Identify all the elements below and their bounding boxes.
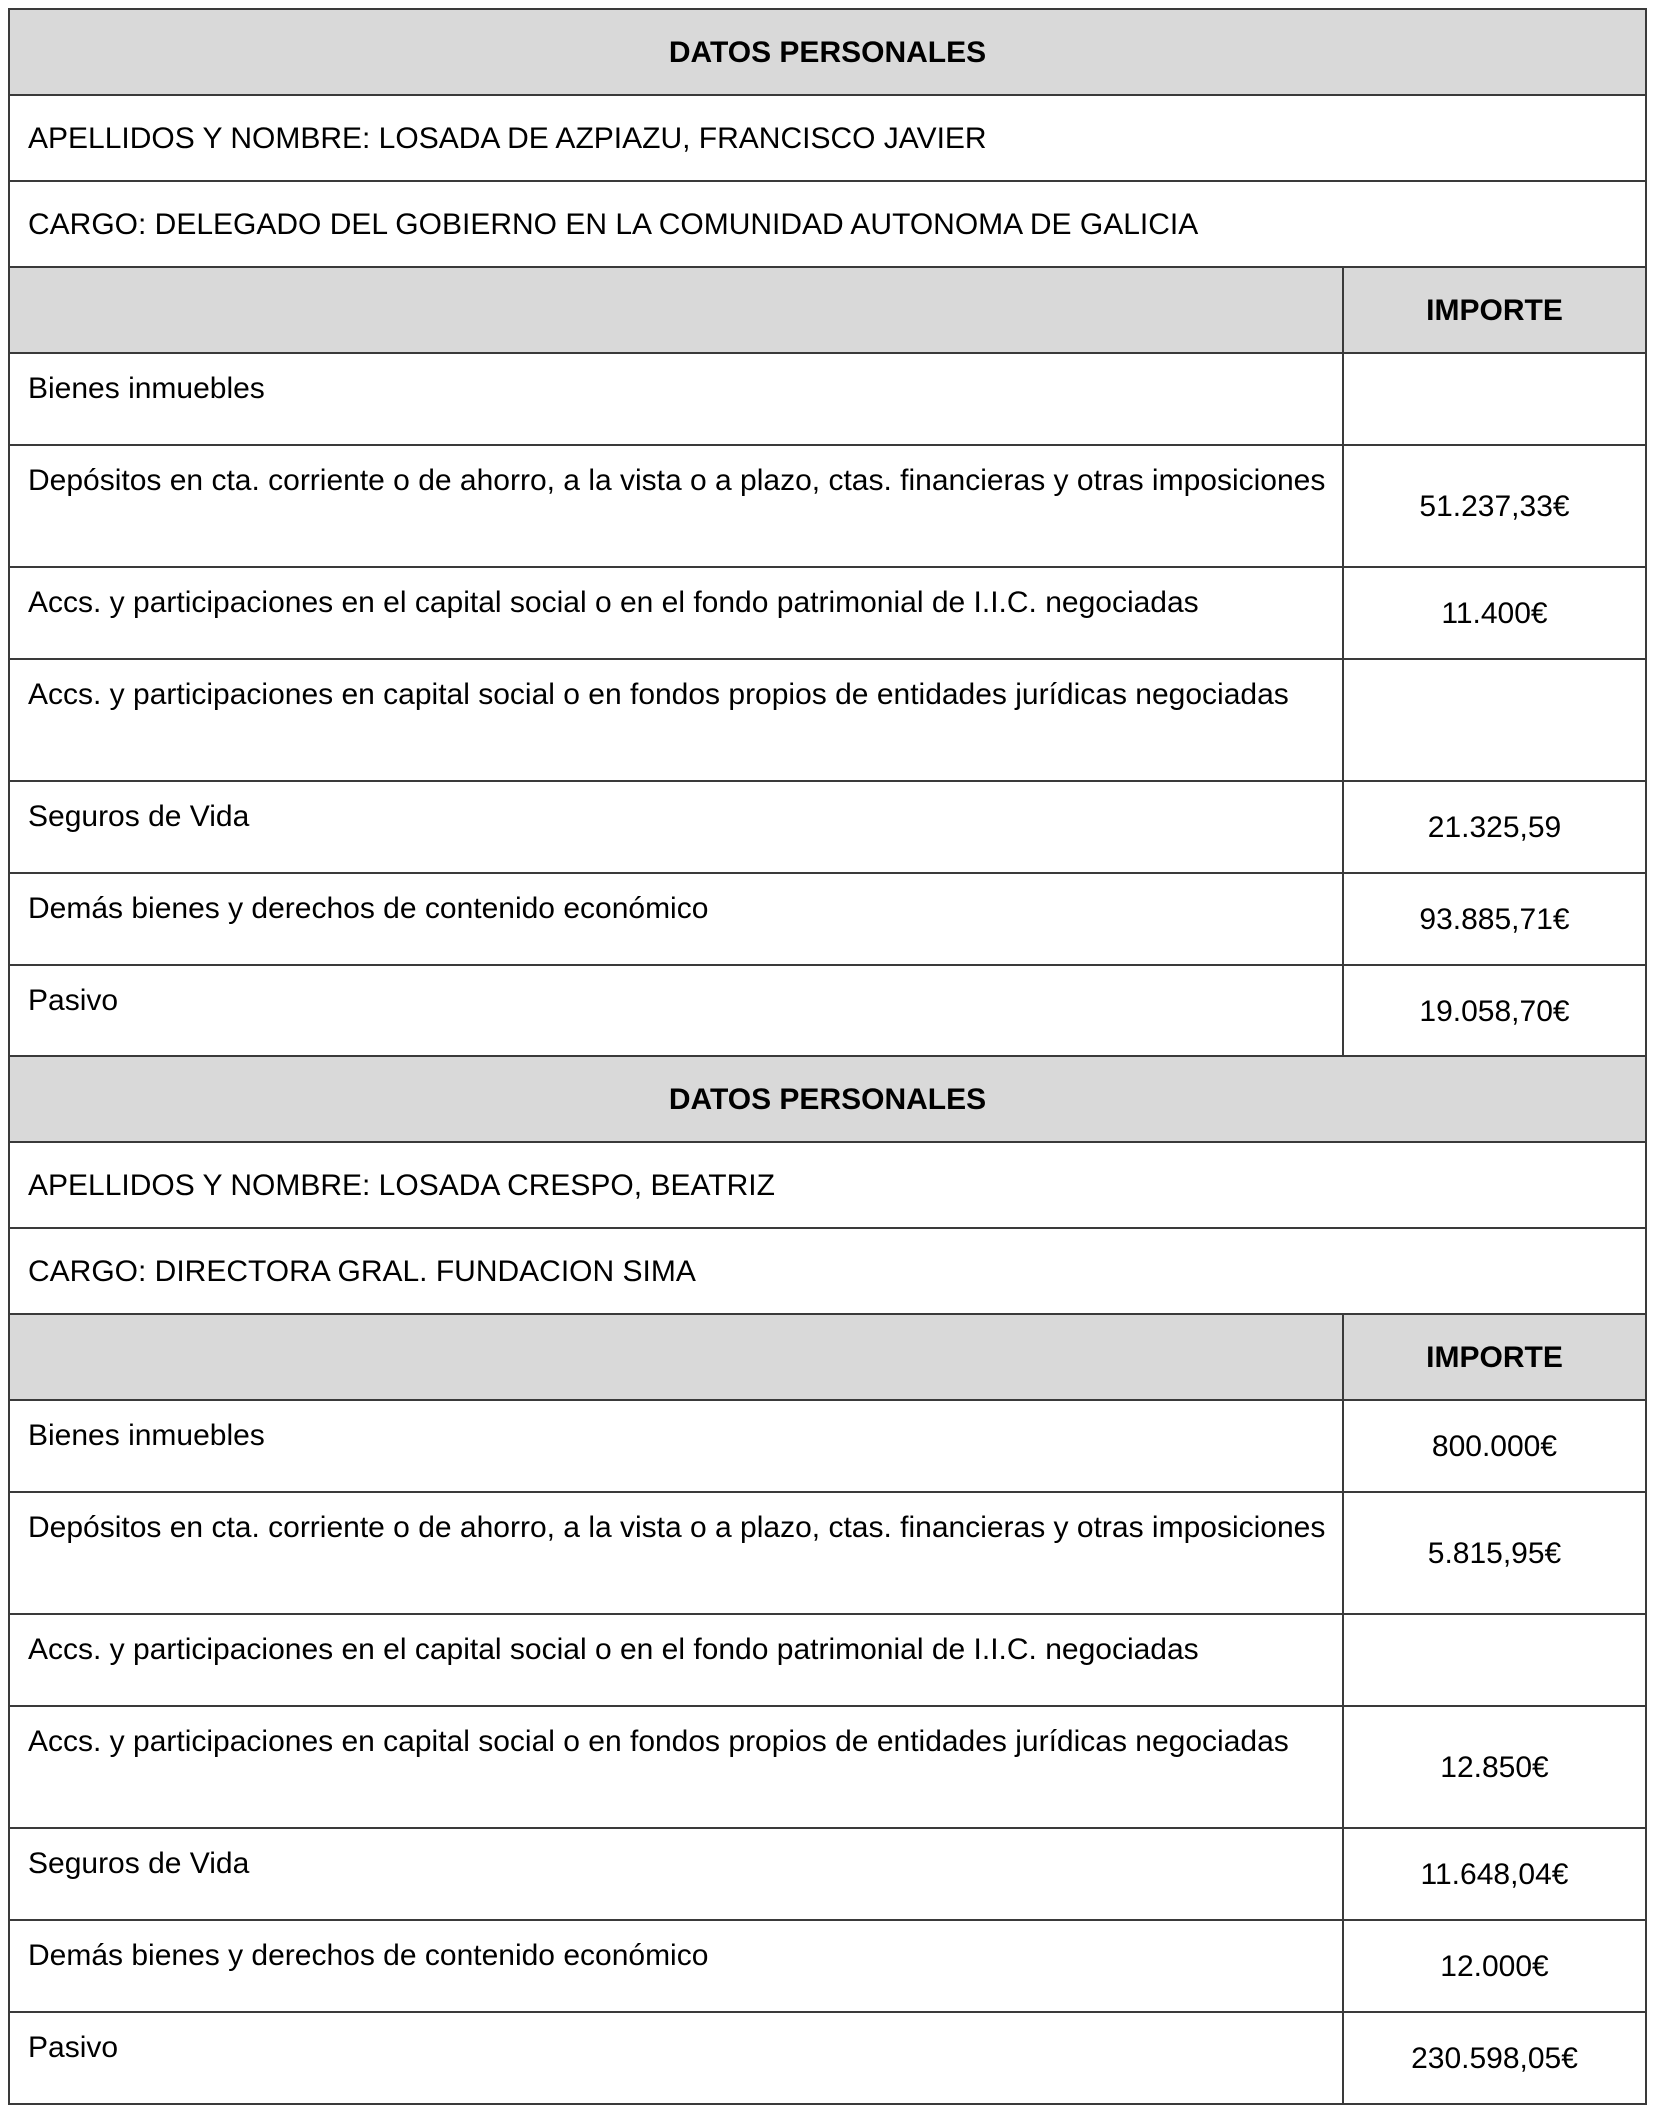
asset-amount: 21.325,59 bbox=[1343, 781, 1646, 873]
asset-label: Depósitos en cta. corriente o de ahorro, a la vista o a plazo, ctas. financieras y otras imposiciones bbox=[9, 445, 1343, 567]
asset-label: Pasivo bbox=[9, 2012, 1343, 2104]
asset-label: Accs. y participaciones en capital social o en fondos propios de entidades jurídicas negociadas bbox=[9, 659, 1343, 781]
asset-amount: 19.058,70€ bbox=[1343, 965, 1646, 1057]
asset-amount: 11.400€ bbox=[1343, 567, 1646, 659]
table-row bbox=[9, 1828, 1646, 1920]
column-header-row bbox=[9, 1314, 1646, 1400]
asset-label: Accs. y participaciones en capital social o en fondos propios de entidades jurídicas negociadas bbox=[9, 1706, 1343, 1828]
asset-amount: 800.000€ bbox=[1343, 1400, 1646, 1492]
table-row bbox=[9, 567, 1646, 659]
position-row bbox=[9, 181, 1646, 267]
table-row bbox=[9, 965, 1646, 1057]
column-header-blank bbox=[9, 1314, 1343, 1400]
asset-amount: 5.815,95€ bbox=[1343, 1492, 1646, 1614]
asset-amount: 12.000€ bbox=[1343, 1920, 1646, 2012]
table-row bbox=[9, 1920, 1646, 2012]
amount-column-header: IMPORTE bbox=[1343, 267, 1646, 353]
table-row bbox=[9, 873, 1646, 965]
asset-label: Seguros de Vida bbox=[9, 781, 1343, 873]
table-row bbox=[9, 1706, 1646, 1828]
table-row bbox=[9, 1400, 1646, 1492]
asset-amount: 11.648,04€ bbox=[1343, 1828, 1646, 1920]
asset-label: Demás bienes y derechos de contenido económico bbox=[9, 873, 1343, 965]
amount-column-header: IMPORTE bbox=[1343, 1314, 1646, 1400]
table-row bbox=[9, 2012, 1646, 2104]
asset-amount: 93.885,71€ bbox=[1343, 873, 1646, 965]
asset-declaration-table bbox=[8, 8, 1647, 1058]
section-header-row bbox=[9, 1056, 1646, 1142]
asset-declaration-table bbox=[8, 1055, 1647, 2105]
table-row bbox=[9, 1614, 1646, 1706]
asset-amount: 12.850€ bbox=[1343, 1706, 1646, 1828]
full-name: APELLIDOS Y NOMBRE: LOSADA CRESPO, BEATRIZ bbox=[9, 1142, 1646, 1228]
table-row bbox=[9, 1492, 1646, 1614]
name-row bbox=[9, 95, 1646, 181]
asset-amount bbox=[1343, 353, 1646, 445]
table-row bbox=[9, 353, 1646, 445]
table-row bbox=[9, 659, 1646, 781]
asset-amount: 230.598,05€ bbox=[1343, 2012, 1646, 2104]
full-name: APELLIDOS Y NOMBRE: LOSADA DE AZPIAZU, FRANCISCO JAVIER bbox=[9, 95, 1646, 181]
column-header-row bbox=[9, 267, 1646, 353]
job-position: CARGO: DELEGADO DEL GOBIERNO EN LA COMUNIDAD AUTONOMA DE GALICIA bbox=[9, 181, 1646, 267]
asset-label: Accs. y participaciones en el capital social o en el fondo patrimonial de I.I.C. negociadas bbox=[9, 567, 1343, 659]
asset-label: Accs. y participaciones en el capital social o en el fondo patrimonial de I.I.C. negociadas bbox=[9, 1614, 1343, 1706]
name-row bbox=[9, 1142, 1646, 1228]
table-row bbox=[9, 781, 1646, 873]
table-row bbox=[9, 445, 1646, 567]
column-header-blank bbox=[9, 267, 1343, 353]
section-title: DATOS PERSONALES bbox=[9, 1056, 1646, 1142]
asset-label: Depósitos en cta. corriente o de ahorro, a la vista o a plazo, ctas. financieras y otras imposiciones bbox=[9, 1492, 1343, 1614]
asset-amount bbox=[1343, 659, 1646, 781]
asset-amount: 51.237,33€ bbox=[1343, 445, 1646, 567]
position-row bbox=[9, 1228, 1646, 1314]
asset-amount bbox=[1343, 1614, 1646, 1706]
asset-label: Pasivo bbox=[9, 965, 1343, 1057]
asset-label: Demás bienes y derechos de contenido económico bbox=[9, 1920, 1343, 2012]
asset-label: Bienes inmuebles bbox=[9, 1400, 1343, 1492]
section-header-row bbox=[9, 9, 1646, 95]
job-position: CARGO: DIRECTORA GRAL. FUNDACION SIMA bbox=[9, 1228, 1646, 1314]
asset-label: Seguros de Vida bbox=[9, 1828, 1343, 1920]
section-title: DATOS PERSONALES bbox=[9, 9, 1646, 95]
asset-label: Bienes inmuebles bbox=[9, 353, 1343, 445]
